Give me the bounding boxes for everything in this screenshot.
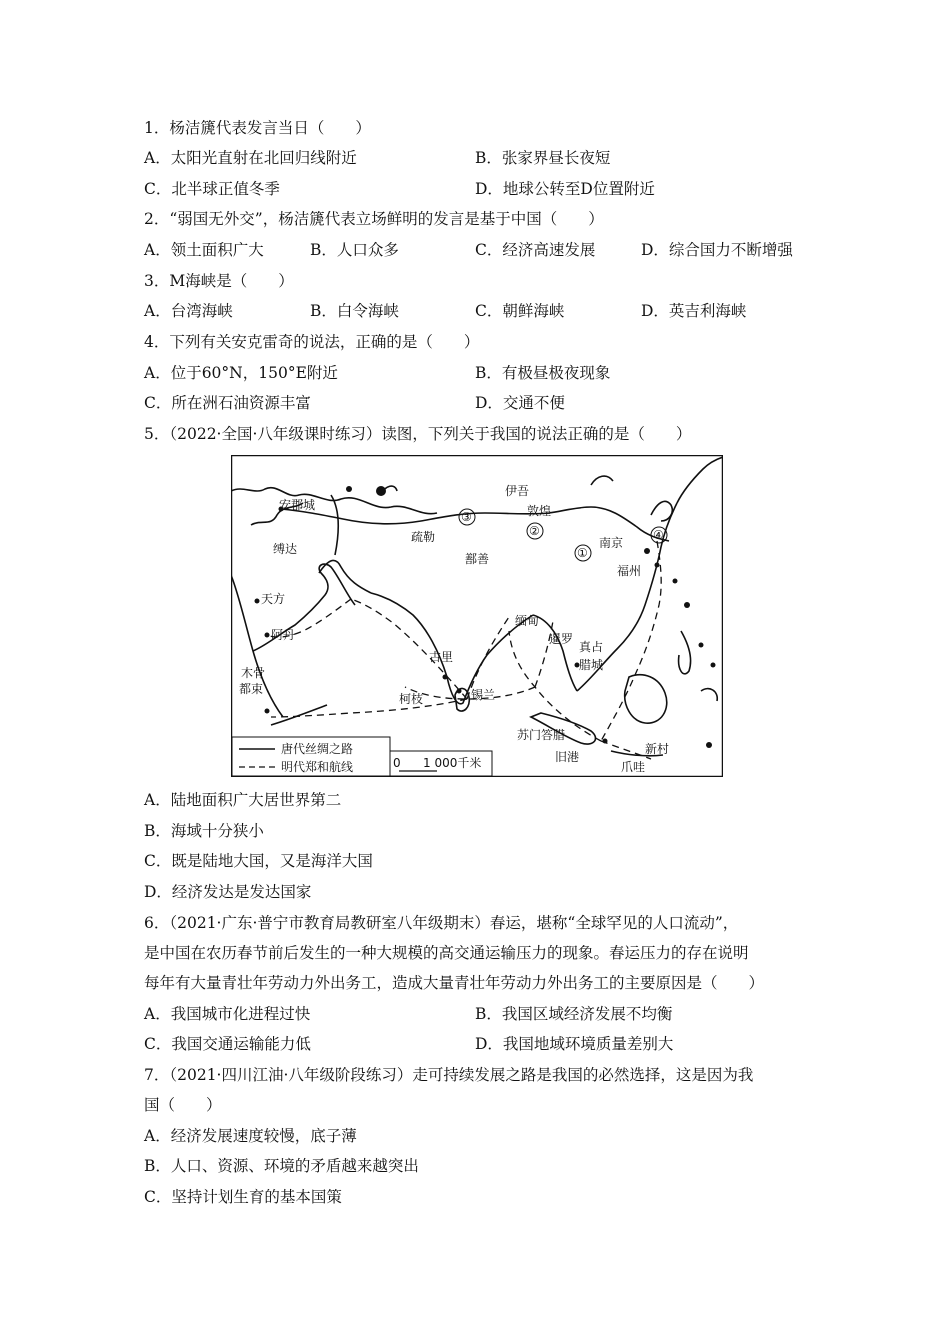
q2-option-c: C．经济高速发展 [475,241,596,259]
map-label-nanjing: 南京 [599,536,624,550]
marker-3: ③ [461,510,472,524]
question-4-stem: 4．下列有关安克雷奇的说法，正确的是（ ） [144,333,480,351]
map-label-kezhi: 柯枝 [399,692,424,706]
q1-option-d: D．地球公转至D位置附近 [475,180,655,198]
q6-option-b: B．我国区域经济发展不均衡 [475,1005,673,1023]
map-label-anxicheng: 安郡城 [279,498,316,512]
q1-option-c: C．北半球正值冬季 [144,180,280,198]
map-label-guli: 古里 [429,650,454,664]
scale-zero: 0 [393,756,401,770]
map-label-zhenzhan: 真占 [579,640,604,654]
map-label-xianluo: 暹罗 [549,632,574,646]
marker-4: ④ [653,528,664,542]
map-label-shule: 疏勒 [411,530,436,544]
map-label-yiwu: 伊吾 [505,484,530,498]
map-label-shanshan: 鄯善 [465,552,490,566]
q5-option-d: D．经济发达是发达国家 [144,883,312,901]
question-5-stem: 5．（2022·全国·八年级课时练习）读图，下列关于我国的说法正确的是（ ） [144,425,692,443]
silk-road-zhenghe-map [231,455,723,777]
q4-option-d: D．交通不便 [475,394,565,412]
question-6-stem-line-3: 每年有大量青壮年劳动力外出务工，造成大量青壮年劳动力外出务工的主要原因是（ ） [144,974,765,992]
q1-option-b: B．张家界昼长夜短 [475,149,611,167]
legend-zhenghe: 明代郑和航线 [281,760,354,774]
question-6-stem-line-2: 是中国在农历春节前后发生的一种大规模的高交通运输压力的现象。春运压力的存在说明 [144,944,749,962]
q6-option-d: D．我国地域环境质量差别大 [475,1035,674,1053]
q6-option-c: C．我国交通运输能力低 [144,1035,311,1053]
question-7-stem-line-2: 国（ ） [144,1096,222,1114]
scale-length: 1 000千米 [423,756,482,770]
q3-option-c: C．朝鲜海峡 [475,302,565,320]
map-label-fuda: 缚达 [273,542,298,556]
map-label-zhuawa: 爪哇 [621,760,646,774]
map-label-adan: 阿丹 [271,628,296,642]
q3-option-a: A．台湾海峡 [144,302,233,320]
question-7-stem-line-1: 7．（2021·四川江油·八年级阶段练习）走可持续发展之路是我国的必然选择，这是因为我 [144,1066,754,1084]
marker-1: ① [577,546,588,560]
map-label-mugu: 木骨 [241,666,266,680]
map-label-lacheng: 腊城 [579,658,604,672]
map-label-xincun: 新村 [645,742,670,756]
map-label-fuzhou: 福州 [617,564,642,578]
map-label-dushu: 都束 [239,682,264,696]
map-label-tianfang: 天方 [261,592,286,606]
q3-option-b: B．白令海峡 [310,302,399,320]
map-label-jiugang: 旧港 [555,750,580,764]
map-legend [232,737,390,776]
map-label-miandian: 缅甸 [515,614,540,628]
map-label-sumendala: 苏门答腊 [517,728,566,742]
q5-option-a: A．陆地面积广大居世界第二 [144,791,342,809]
q2-option-d: D．综合国力不断增强 [641,241,793,259]
legend-silk-road: 唐代丝绸之路 [281,742,354,756]
marker-2: ② [529,524,540,538]
q4-option-a: A．位于60°N，150°E附近 [144,364,338,382]
question-3-stem: 3．M海峡是（ ） [144,272,294,290]
q7-option-a: A．经济发展速度较慢，底子薄 [144,1127,357,1145]
question-6-stem-line-1: 6．（2021·广东·普宁市教育局教研室八年级期末）春运，堪称“全球罕见的人口流动”， [144,914,739,932]
q2-option-a: A．领土面积广大 [144,241,264,259]
map-label-xilan: 锡兰 [471,688,496,702]
question-2-stem: 2．“弱国无外交”，杨洁篪代表立场鲜明的发言是基于中国（ ） [144,210,604,228]
q4-option-c: C．所在洲石油资源丰富 [144,394,311,412]
q4-option-b: B．有极昼极夜现象 [475,364,611,382]
q5-option-c: C．既是陆地大国，又是海洋大国 [144,852,373,870]
question-1-stem: 1．杨洁篪代表发言当日（ ） [144,119,371,137]
q5-option-b: B．海域十分狭小 [144,822,264,840]
q2-option-b: B．人口众多 [310,241,399,259]
q3-option-d: D．英吉利海峡 [641,302,747,320]
map-scale [390,751,492,776]
map-label-dunhuang: 敦煌 [527,504,552,518]
q7-option-b: B．人口、资源、环境的矛盾越来越突出 [144,1157,419,1175]
q6-option-a: A．我国城市化进程过快 [144,1005,311,1023]
q1-option-a: A．太阳光直射在北回归线附近 [144,149,357,167]
q7-option-c: C．坚持计划生育的基本国策 [144,1188,342,1206]
